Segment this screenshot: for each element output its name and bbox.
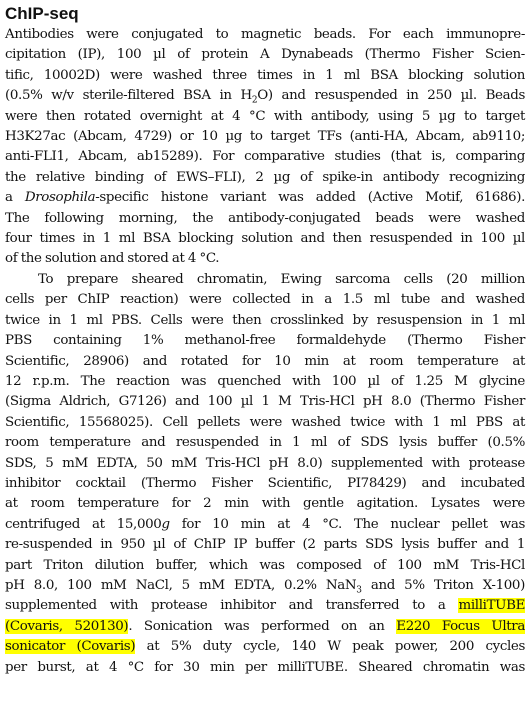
text-line (5, 617, 525, 637)
text-line (5, 637, 525, 657)
text-line (5, 188, 525, 208)
text-line: twice in 1 ml PBS. Cells were then crosslinked by resuspension in 1 ml (5, 312, 525, 328)
highlighted-text: milliTUBE (458, 598, 525, 614)
text-line (5, 596, 525, 616)
text-run: . Sonication was performed on an (128, 618, 397, 634)
text-line: PBS containing 1% methanol-free formaldehyde (Thermo Fisher (5, 333, 525, 349)
text-line: 12 r.p.m. The reaction was quenched with 100 µl of 1.25 M glycine (5, 373, 525, 389)
text-line: tific, 10002D) were washed three times in 1 ml BSA blocking solution (5, 67, 525, 83)
text-line: SDS, 5 mM EDTA, 50 mM Tris-HCl pH 8.0) supplemented with protease (5, 455, 525, 471)
text-run: (0.5% w/v sterile-filtered BSA in H (5, 88, 252, 104)
text-line: per burst, at 4 °C for 30 min per milliTUBE. Sheared chromatin was (5, 659, 525, 675)
text-run: centrifuged at 15,000 (5, 516, 162, 532)
text-run: and 5% Triton X-100) (361, 577, 525, 593)
text-run: supplemented with protease inhibitor and transferred to a (5, 598, 459, 614)
text-line: four times in 1 ml BSA blocking solution and then resuspended in 100 µl (5, 231, 525, 247)
text-line: H3K27ac (Abcam, 4729) or 10 µg to target TFs (anti-HA, Abcam, ab9110; (5, 129, 525, 145)
text-line: re-suspended in 950 µl of ChIP IP buffer (2 parts SDS lysis buffer and 1 (5, 537, 525, 553)
text-line: cipitation (IP), 100 µl of protein A Dynabeads (Thermo Fisher Scien- (5, 47, 525, 63)
text-run: -specific histone variant was added (Active Motif, 61686). (95, 190, 525, 206)
highlighted-text: E220 Focus Ultra (396, 618, 525, 634)
text-line: room temperature and resuspended in 1 ml of SDS lysis buffer (0.5% (5, 435, 525, 451)
text-line: Scientific, 15568025). Cell pellets were washed twice with 1 ml PBS at (5, 414, 525, 430)
section-heading: ChIP-seq (5, 4, 79, 23)
subscript-text: 3 (356, 585, 362, 596)
text-run: O) and resuspended in 250 µl. Beads (257, 88, 526, 104)
text-line (5, 576, 525, 596)
text-line: (Sigma Aldrich, G7126) and 100 µl 1 M Tris-HCl pH 8.0 (Thermo Fisher (5, 394, 525, 410)
text-line: of the solution and stored at 4 °C. (5, 251, 220, 267)
subscript-text: 2 (251, 95, 258, 106)
text-line: part Triton dilution buffer, which was composed of 100 mM Tris-HCl (5, 557, 525, 573)
text-run: pH 8.0, 100 mM NaCl, 5 mM EDTA, 0.2% NaN (5, 577, 357, 593)
italic-text: Drosophila (24, 190, 96, 206)
document-page (5, 4, 525, 678)
paragraph-2 (5, 270, 525, 678)
text-line: were then rotated overnight at 4 °C with antibody, using 5 µg to target (5, 108, 525, 124)
text-line: cells per ChIP reaction) were collected in a 1.5 ml tube and washed (5, 292, 525, 308)
text-line: Scientific, 28906) and rotated for 10 min at room temperature at (5, 353, 525, 369)
text-line: inhibitor cocktail (Thermo Fisher Scientific, PI78429) and incubated (5, 475, 525, 491)
text-run: for 10 min at 4 °C. The nuclear pellet was (169, 516, 525, 532)
text-line: The following morning, the antibody-conjugated beads were washed (5, 210, 525, 226)
highlighted-text: (Covaris, 520130) (5, 618, 129, 634)
text-line (5, 515, 525, 535)
text-line (5, 86, 525, 106)
text-run: a (5, 190, 25, 206)
paragraph-1 (5, 25, 525, 270)
text-line: anti-FLI1, Abcam, ab15289). For comparative studies (that is, comparing (5, 149, 525, 165)
text-run: at 5% duty cycle, 140 W peak power, 200 cycles (135, 639, 526, 655)
italic-text: g (161, 516, 170, 532)
text-line: Antibodies were conjugated to magnetic beads. For each immunopre- (5, 27, 525, 42)
text-line: at room temperature for 2 min with gentle agitation. Lysates were (5, 496, 525, 512)
text-line: To prepare sheared chromatin, Ewing sarcoma cells (20 million (38, 271, 525, 287)
text-line: the relative binding of EWS–FLI), 2 µg of spike-in antibody recognizing (5, 169, 525, 185)
highlighted-text: sonicator (Covaris) (5, 639, 136, 655)
